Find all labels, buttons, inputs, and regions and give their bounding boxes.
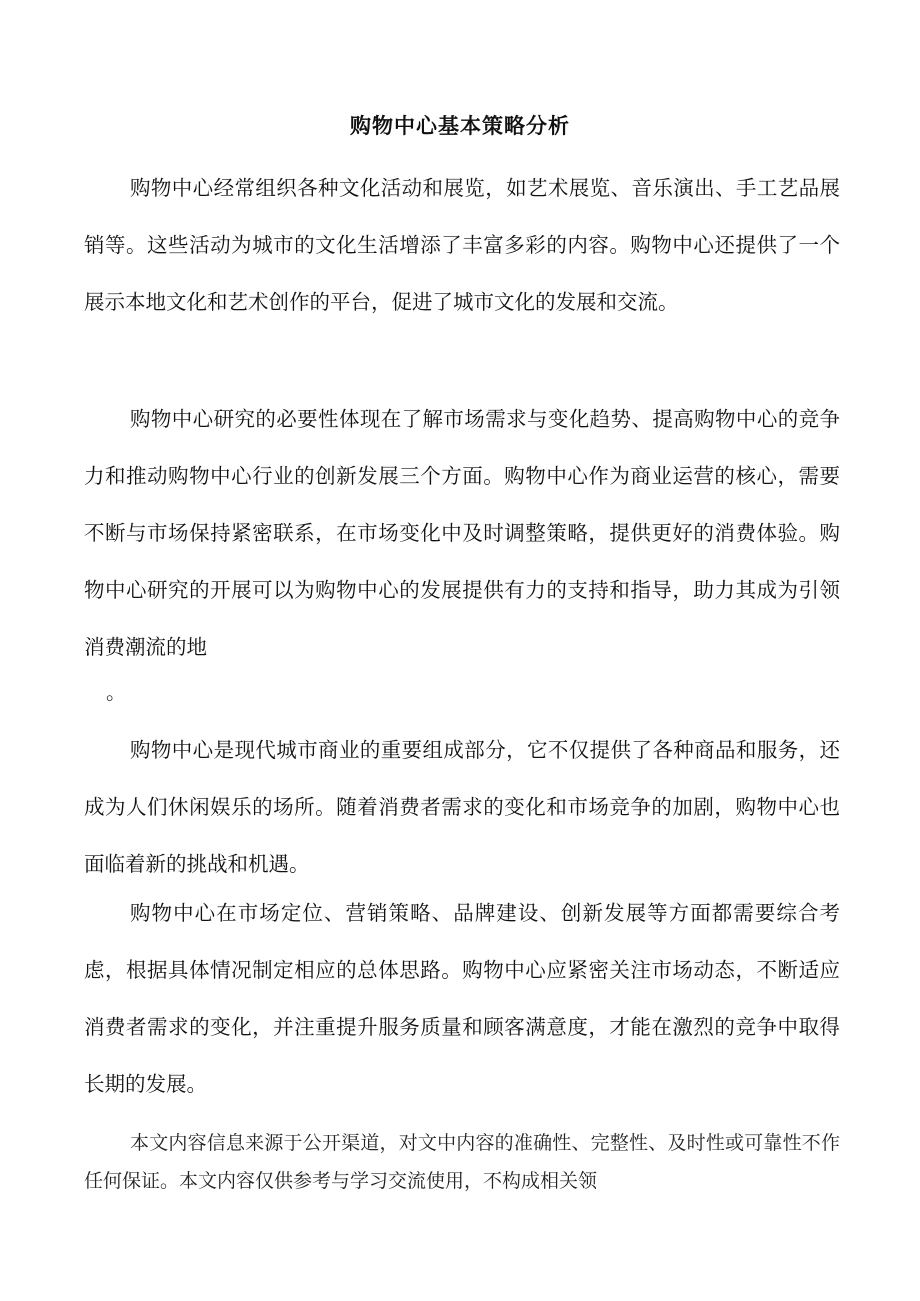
- paragraph-research-necessity: 购物中心研究的必要性体现在了解市场需求与变化趋势、提高购物中心的竞争力和推动购物中心行业的创新发展三个方面。购物中心作为商业运营的核心，需要不断与市场保持紧密联系，在市场变化中及时调整策略，提供更好的消费体验。购物中心研究的开展可以为购物中心的发展提供有力的支持和指导，助力其成为引领消费潮流的地: [84, 407, 840, 659]
- paragraph-overall-strategy: 购物中心在市场定位、营销策略、品牌建设、创新发展等方面都需要综合考虑，根据具体情况制定相应的总体思路。购物中心应紧密关注市场动态，不断适应消费者需求的变化，并注重提升服务质量和顾客满意度，才能在激烈的竞争中取得长期的发展。: [84, 901, 840, 1096]
- disclaimer-text: 本文内容信息来源于公开渠道，对文中内容的准确性、完整性、及时性或可靠性不作任何保证。本文内容仅供参考与学习交流使用，不构成相关领: [84, 1132, 840, 1192]
- document-title: 购物中心基本策略分析: [350, 114, 570, 138]
- paragraph-cultural-activities: 购物中心经常组织各种文化活动和展览，如艺术展览、音乐演出、手工艺品展销等。这些活动为城市的文化生活增添了丰富多彩的内容。购物中心还提供了一个展示本地文化和艺术创作的平台，促进了城市文化的发展和交流。: [84, 176, 840, 314]
- stray-period-mark: 。: [106, 680, 126, 704]
- paragraph-urban-commerce: 购物中心是现代城市商业的重要组成部分，它不仅提供了各种商品和服务，还成为人们休闲娱乐的场所。随着消费者需求的变化和市场竞争的加剧，购物中心也面临着新的挑战和机遇。: [84, 738, 840, 876]
